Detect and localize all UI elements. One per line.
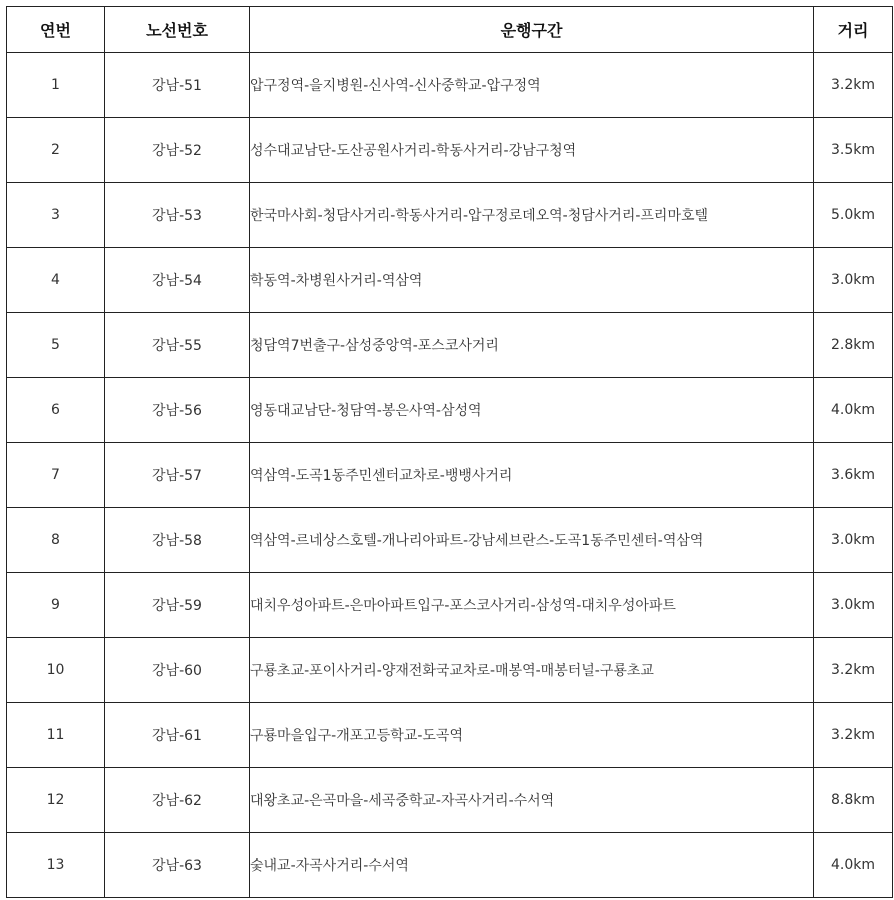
row-number: 6 bbox=[7, 378, 105, 443]
route-section: 대치우성아파트-은마아파트입구-포스코사거리-삼성역-대치우성아파트 bbox=[250, 573, 814, 638]
header-no: 연번 bbox=[7, 7, 105, 53]
table-row bbox=[7, 53, 893, 118]
header-row bbox=[7, 7, 893, 53]
row-number: 2 bbox=[7, 118, 105, 183]
header-route: 운행구간 bbox=[250, 7, 814, 53]
distance: 3.2km bbox=[814, 53, 893, 118]
row-number: 4 bbox=[7, 248, 105, 313]
line-number: 강남-63 bbox=[105, 833, 250, 898]
header-distance: 거리 bbox=[814, 7, 893, 53]
route-section: 역삼역-도곡1동주민센터교차로-뱅뱅사거리 bbox=[250, 443, 814, 508]
distance: 3.0km bbox=[814, 248, 893, 313]
row-number: 1 bbox=[7, 53, 105, 118]
distance: 3.2km bbox=[814, 703, 893, 768]
table-row bbox=[7, 118, 893, 183]
table-row bbox=[7, 183, 893, 248]
route-section: 청담역7번출구-삼성중앙역-포스코사거리 bbox=[250, 313, 814, 378]
table-row bbox=[7, 703, 893, 768]
distance: 4.0km bbox=[814, 833, 893, 898]
route-section: 구룡마을입구-개포고등학교-도곡역 bbox=[250, 703, 814, 768]
distance: 3.5km bbox=[814, 118, 893, 183]
line-number: 강남-56 bbox=[105, 378, 250, 443]
distance: 3.0km bbox=[814, 573, 893, 638]
line-number: 강남-53 bbox=[105, 183, 250, 248]
distance: 5.0km bbox=[814, 183, 893, 248]
line-number: 강남-57 bbox=[105, 443, 250, 508]
row-number: 13 bbox=[7, 833, 105, 898]
row-number: 3 bbox=[7, 183, 105, 248]
line-number: 강남-60 bbox=[105, 638, 250, 703]
distance: 8.8km bbox=[814, 768, 893, 833]
table-row bbox=[7, 508, 893, 573]
distance: 3.6km bbox=[814, 443, 893, 508]
route-section: 한국마사회-청담사거리-학동사거리-압구정로데오역-청담사거리-프리마호텔 bbox=[250, 183, 814, 248]
line-number: 강남-62 bbox=[105, 768, 250, 833]
row-number: 11 bbox=[7, 703, 105, 768]
distance: 3.2km bbox=[814, 638, 893, 703]
row-number: 10 bbox=[7, 638, 105, 703]
line-number: 강남-54 bbox=[105, 248, 250, 313]
row-number: 7 bbox=[7, 443, 105, 508]
row-number: 9 bbox=[7, 573, 105, 638]
distance: 4.0km bbox=[814, 378, 893, 443]
table-row bbox=[7, 313, 893, 378]
table-row bbox=[7, 443, 893, 508]
route-section: 대왕초교-은곡마을-세곡중학교-자곡사거리-수서역 bbox=[250, 768, 814, 833]
row-number: 5 bbox=[7, 313, 105, 378]
route-section: 압구정역-을지병원-신사역-신사중학교-압구정역 bbox=[250, 53, 814, 118]
table-row bbox=[7, 378, 893, 443]
table-row bbox=[7, 768, 893, 833]
route-section: 역삼역-르네상스호텔-개나리아파트-강남세브란스-도곡1동주민센터-역삼역 bbox=[250, 508, 814, 573]
distance: 3.0km bbox=[814, 508, 893, 573]
route-section: 숯내교-자곡사거리-수서역 bbox=[250, 833, 814, 898]
header-line-number: 노선번호 bbox=[105, 7, 250, 53]
line-number: 강남-59 bbox=[105, 573, 250, 638]
row-number: 8 bbox=[7, 508, 105, 573]
line-number: 강남-51 bbox=[105, 53, 250, 118]
line-number: 강남-52 bbox=[105, 118, 250, 183]
line-number: 강남-55 bbox=[105, 313, 250, 378]
route-section: 성수대교남단-도산공원사거리-학동사거리-강남구청역 bbox=[250, 118, 814, 183]
table-row bbox=[7, 573, 893, 638]
row-number: 12 bbox=[7, 768, 105, 833]
line-number: 강남-61 bbox=[105, 703, 250, 768]
bus-route-table bbox=[6, 6, 893, 898]
line-number: 강남-58 bbox=[105, 508, 250, 573]
table-row bbox=[7, 833, 893, 898]
table-row bbox=[7, 248, 893, 313]
route-section: 학동역-차병원사거리-역삼역 bbox=[250, 248, 814, 313]
route-section: 구룡초교-포이사거리-양재전화국교차로-매봉역-매봉터널-구룡초교 bbox=[250, 638, 814, 703]
distance: 2.8km bbox=[814, 313, 893, 378]
table-row bbox=[7, 638, 893, 703]
route-section: 영동대교남단-청담역-봉은사역-삼성역 bbox=[250, 378, 814, 443]
